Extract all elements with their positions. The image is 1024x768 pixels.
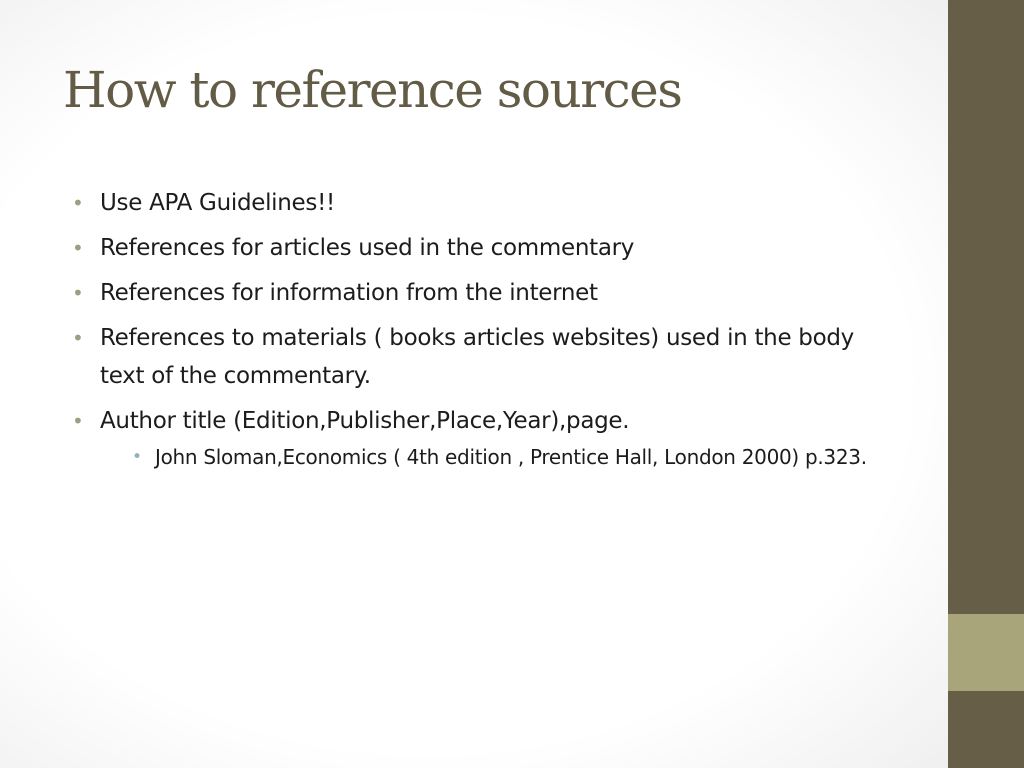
bullet-icon: •	[72, 326, 84, 350]
bullet-text: References for articles used in the commentary	[100, 235, 635, 261]
sub-bullet-text: John Sloman,Economics ( 4th edition , Prentice Hall, London 2000) p.323.	[155, 445, 867, 469]
bullet-text: Author title (Edition,Publisher,Place,Year),page.	[100, 408, 630, 434]
bullet-text: References for information from the internet	[100, 280, 598, 306]
sub-bullet-list	[100, 440, 882, 474]
bullet-text: Use APA Guidelines!!	[100, 190, 335, 216]
sub-bullet-icon: •	[132, 447, 142, 467]
bullet-icon: •	[72, 236, 84, 260]
right-band-accent-block	[948, 614, 1024, 691]
list-item	[72, 402, 882, 474]
list-item	[72, 274, 882, 312]
bullet-icon: •	[72, 281, 84, 305]
bullet-text: References to materials ( books articles websites) used in the body text of the commentary.	[100, 325, 854, 389]
list-item	[132, 440, 882, 474]
list-item	[72, 319, 882, 395]
bullet-icon: •	[72, 409, 84, 433]
list-item	[72, 229, 882, 267]
list-item	[72, 184, 882, 222]
bullet-list	[72, 184, 882, 481]
bullet-icon: •	[72, 191, 84, 215]
slide-title: How to reference sources	[63, 61, 682, 119]
